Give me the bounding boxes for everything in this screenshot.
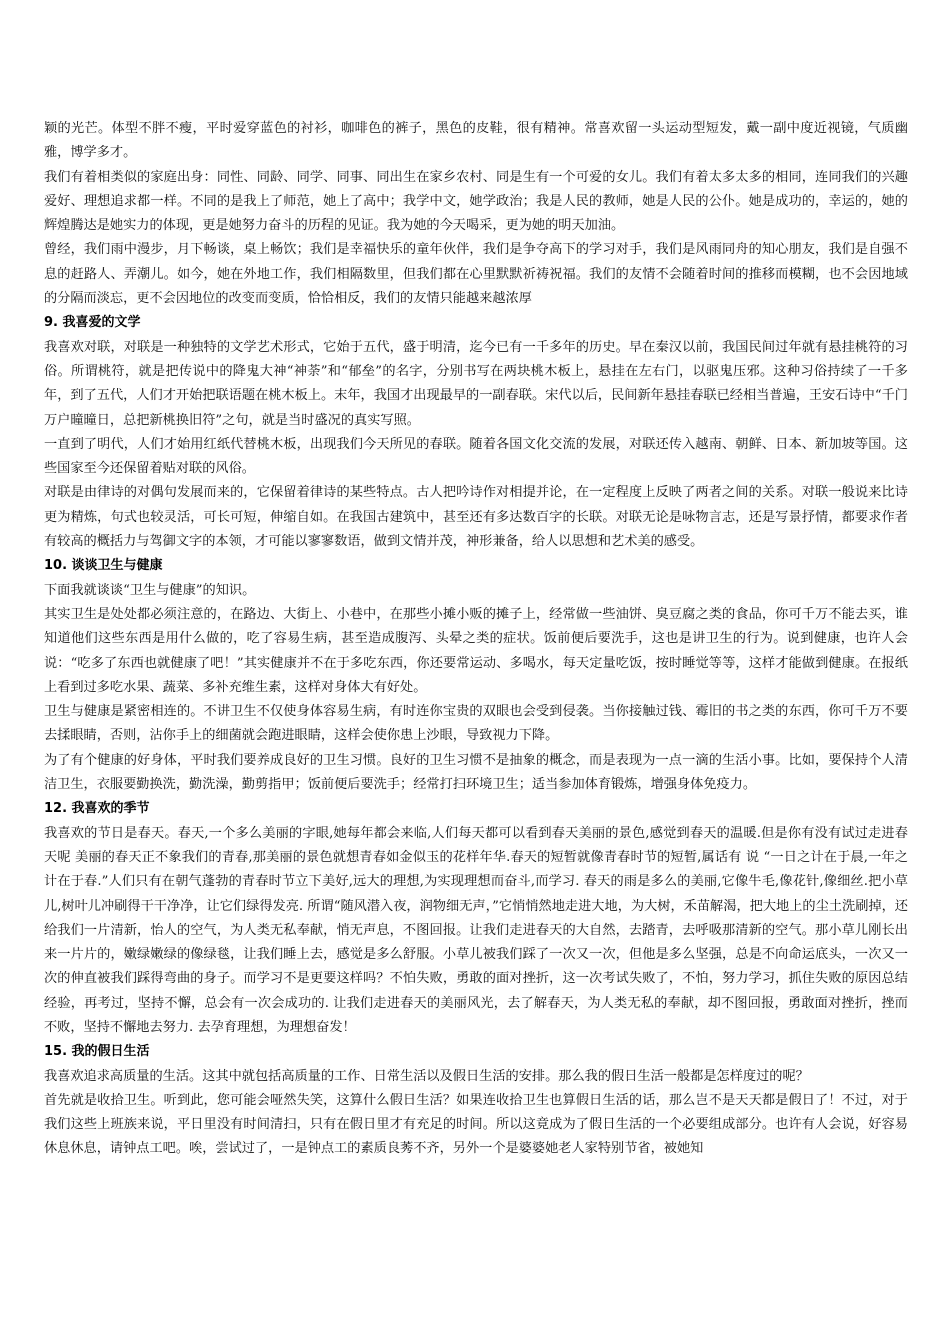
paragraph: 一直到了明代，人们才始用红纸代替桃木板，出现我们今天所见的春联。随着各国文化交流的发展，对联还传入越南、朝鲜、日本、新加坡等国。这些国家至今还保留着贴对联的风俗。 bbox=[44, 436, 908, 477]
paragraph: 其实卫生是处处都必须注意的，在路边、大街上、小巷中，在那些小摊小贩的摊子上，经常做一些油饼、臭豆腐之类的食品，你可千万不能去买，谁知道他们这些东西是用什么做的，吃了容易生病，甚至造成腹泻、头晕之类的症状。饭前便后要洗手，这也是讲卫生的行为。说到健康，也许人会说：“吃多了东西也就健康了吧！”其实健康并不在于多吃东西，你还要常运动、多喝水，每天定量吃饭，按时睡觉等等，这样才能做到健康。在报纸上看到过多吃水果、蔬菜、多补充维生素，这样对身体大有好处。 bbox=[44, 606, 908, 695]
paragraph: 我们有着相类似的家庭出身：同性、同龄、同学、同事、同出生在家乡农村、同是生有一个可爱的女儿。我们有着太多太多的相同，连同我们的兴趣爱好、理想追求都一样。不同的是我上了师范，她上了高中；我学中文，她学政治；我是人民的教师，她是人民的公仆。她是成功的，幸运的，她的辉煌腾达是她实力的体现，更是她努力奋斗的历程的见证。我为她的今天喝采，更为她的明天加油。 bbox=[44, 169, 908, 234]
paragraph: 对联是由律诗的对偶句发展而来的，它保留着律诗的某些特点。古人把吟诗作对相提并论，在一定程度上反映了两者之间的关系。对联一般说来比诗更为精炼，句式也较灵活，可长可短，伸缩自如。在我国古建筑中，甚至还有多达数百字的长联。对联无论是咏物言志，还是写景抒情，都要求作者有较高的概括力与驾御文字的本领，才可能以寥寥数语，做到文情并茂，神形兼备，给人以思想和艺术美的感受。 bbox=[44, 485, 908, 550]
paragraph: 下面我就谈谈“卫生与健康”的知识。 bbox=[44, 582, 256, 598]
paragraph: 为了有个健康的好身体，平时我们要养成良好的卫生习惯。良好的卫生习惯不是抽象的概念，而是表现为一点一滴的生活小事。比如，要保持个人清洁卫生，衣服要勤换洗，勤洗澡，勤剪指甲；饭前便后要洗手；经常打扫环境卫生；适当参加体育锻炼，增强身体免疫力。 bbox=[44, 752, 908, 793]
section-heading: 10. 谈谈卫生与健康 bbox=[44, 558, 163, 574]
paragraph: 我喜欢追求高质量的生活。这其中就包括高质量的工作、日常生活以及假日生活的安排。那么我的假日生活一般都是怎样度过的呢？ bbox=[44, 1068, 809, 1084]
paragraph: 首先就是收拾卫生。听到此，您可能会哑然失笑，这算什么假日生活？如果连收拾卫生也算假日生活的话，那么岂不是天天都是假日了！不过，对于我们这些上班族来说，平日里没有时间清扫，只有在假日里才有充足的时间。所以这竟成为了假日生活的一个必要组成部分。也许有人会说，好容易休息休息，请钟点工吧。唉，尝试过了，一是钟点工的素质良莠不齐，另外一个是婆婆她老人家特别节省，被她知 bbox=[44, 1092, 908, 1157]
paragraph: 颖的光芒。体型不胖不瘦，平时爱穿蓝色的衬衫，咖啡色的裤子，黑色的皮鞋，很有精神。常喜欢留一头运动型短发，戴一副中度近视镜，气质幽雅，博学多才。 bbox=[44, 121, 908, 161]
paragraph: 我喜欢对联，对联是一种独特的文学艺术形式，它始于五代，盛于明清，迄今已有一千多年的历史。早在秦汉以前，我国民间过年就有悬挂桃符的习俗。所谓桃符，就是把传说中的降鬼大神“神荼”和“郁垒”的名字，分别书写在两块桃木板上，悬挂在左右门，以驱鬼压邪。这种习俗持续了一千多年，到了五代，人们才开始把联语题在桃木板上。末年，我国才出现最早的一副春联。宋代以后，民间新年悬挂春联已经相当普遍，王安石诗中“千门万户曈曈日，总把新桃换旧符”之句，就是当时盛况的真实写照。 bbox=[44, 339, 908, 428]
paragraph: 我喜欢的节日是春天。春天,一个多么美丽的字眼,她每年都会来临,人们每天都可以看到春天美丽的景色,感觉到春天的温暖.但是你有没有试过走进春天呢 美丽的春天正不象我们的青春,那美丽的景色就想青春如金似玉的花样年华.春天的短暂就像青春时节的短暂,属话有 说 “一日之计在于晨,一年之计在于春.”人们只有在朝气蓬勃的青春时节立下美好,远大的理想,为实现理想而奋斗,而学习. 春天的雨是多么的美丽,它像牛毛,像花针,像细丝.把小草儿,树叶儿冲刷得干干净净，让它们绿得发亮. 所谓“随风潜入夜，润物细无声，”它悄悄然地走进大地，为大树，禾苗解渴，把大地上的尘土洗刷掉，还给我们一片清新，怡人的空气，为人类无私奉献，悄无声息，不图回报。让我们走进春天的大自然，去踏青，去呼吸那清新的空气。那小草儿刚长出来一片片的，嫩绿嫩绿的像绿毯，让我们睡上去，感觉是多么舒服。小草儿被我们踩了一次又一次，但他是多么坚强，总是不向命运底头，一次又一次的伸直被我们踩得弯曲的身子。而学习不是更要这样吗？不怕失败，勇敢的面对挫折，这一次考试失败了，不怕，努力学习，抓住失败的原因总结经验，再考过，坚持不懈，总会有一次会成功的. 让我们走进春天的美丽风光，去了解春天，为人类无私的奉献，却不图回报，勇敢面对挫折，挫而不败，坚持不懈地去努力. 去孕育理想，为理想奋发！ bbox=[44, 825, 908, 1035]
section-heading: 12. 我喜欢的季节 bbox=[44, 801, 150, 817]
document-page bbox=[44, 117, 908, 1162]
section-heading: 9. 我喜爱的文学 bbox=[44, 315, 141, 331]
paragraph: 卫生与健康是紧密相连的。不讲卫生不仅使身体容易生病，有时连你宝贵的双眼也会受到侵袭。当你接触过钱、霉旧的书之类的东西，你可千万不要去揉眼睛，否则，沾你手上的细菌就会跑进眼睛，这样会使你患上沙眼，导致视力下降。 bbox=[44, 704, 908, 744]
paragraph: 曾经，我们雨中漫步，月下畅谈，桌上畅饮；我们是幸福快乐的童年伙伴，我们是争夺高下的学习对手，我们是风雨同舟的知心朋友，我们是自强不息的赶路人、弄潮儿。如今，她在外地工作，我们相隔数里，但我们都在心里默默祈祷祝福。我们的友情不会随着时间的推移而模糊，也不会因地域的分隔而淡忘，更不会因地位的改变而变质，恰恰相反，我们的友情只能越来越浓厚 bbox=[44, 242, 908, 307]
section-heading: 15. 我的假日生活 bbox=[44, 1044, 150, 1060]
